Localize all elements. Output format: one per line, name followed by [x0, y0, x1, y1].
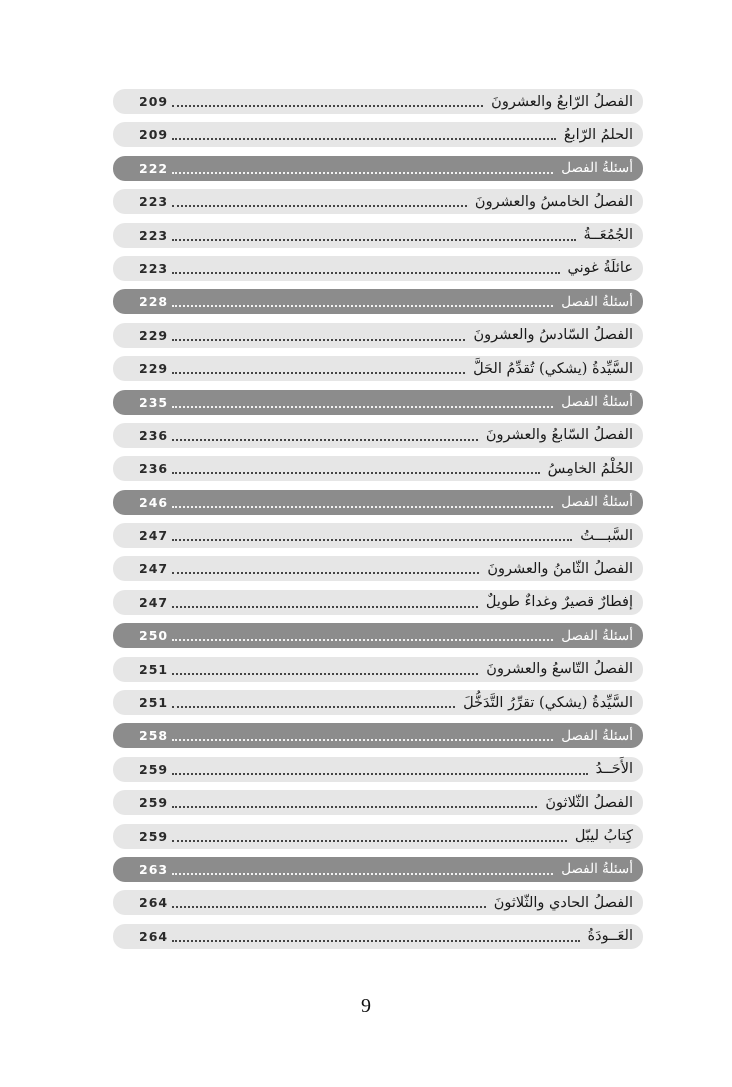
toc-row	[113, 590, 643, 615]
dot-leader	[172, 538, 572, 541]
dot-leader	[172, 371, 465, 374]
dot-leader	[172, 238, 575, 241]
toc-entry-title: عائلَةُ غوني	[567, 260, 633, 277]
toc-entry-page: 264	[139, 895, 169, 911]
toc-entry-page: 247	[139, 561, 169, 577]
toc-entry-title: إفطارٌ قصيرٌ وغداءٌ طويلٌ	[485, 594, 633, 611]
toc-row	[113, 89, 643, 114]
toc-entry-page: 247	[139, 594, 169, 610]
toc-entry-title: أسئلةُ الفصل	[561, 861, 633, 878]
toc-entry-page: 209	[139, 127, 169, 143]
dot-leader	[172, 638, 553, 641]
toc-row	[113, 690, 643, 715]
toc-entry-page: 236	[139, 461, 169, 477]
toc-entry-page: 209	[139, 94, 169, 109]
toc-entry-title: الفصلُ الحادي والثّلاثونَ	[493, 894, 633, 911]
dot-leader	[172, 304, 553, 307]
toc-section-row	[113, 623, 643, 648]
toc-entry-page: 229	[139, 361, 169, 377]
toc-entry-title: أسئلةُ الفصل	[561, 160, 633, 177]
toc-entry-page: 236	[139, 427, 169, 443]
dot-leader	[172, 939, 579, 942]
toc-row	[113, 556, 643, 581]
toc-entry-page: 263	[139, 861, 169, 877]
toc-row	[113, 824, 643, 849]
toc-entry-page: 251	[139, 695, 169, 711]
toc-section-row	[113, 490, 643, 515]
toc-entry-title: الحلمُ الرّابعُ	[563, 126, 633, 143]
toc-row	[113, 189, 643, 214]
dot-leader	[172, 405, 553, 408]
toc-entry-title: أسئلةُ الفصل	[561, 727, 633, 744]
toc-entry-page: 259	[139, 828, 169, 844]
dot-leader	[172, 605, 478, 608]
dot-leader	[172, 137, 556, 140]
toc-entry-title: أسئلةُ الفصل	[561, 627, 633, 644]
toc-row	[113, 757, 643, 782]
dot-leader	[172, 505, 553, 508]
dot-leader	[172, 705, 455, 708]
dot-leader	[172, 204, 467, 207]
toc-entry-page: 222	[139, 160, 169, 176]
dot-leader	[172, 271, 559, 274]
dot-leader	[172, 672, 478, 675]
toc-entry-page: 251	[139, 661, 169, 677]
toc-entry-title: الفصلُ الثّامنُ والعشرونَ	[487, 560, 633, 577]
toc-section-row	[113, 723, 643, 748]
toc-row	[113, 356, 643, 381]
toc-entry-title: الأَحَــدُ	[595, 761, 633, 778]
toc-entry-page: 250	[139, 628, 169, 644]
toc-entry-title: السَّيِّدةُ (يشكي) تقرِّرُ التَّدَخُّلَ	[463, 694, 633, 711]
toc-row	[113, 256, 643, 281]
dot-leader	[172, 571, 479, 574]
toc-entry-title: السَّبـــتُ	[580, 527, 633, 544]
toc-entry-title: أسئلةُ الفصل	[561, 293, 633, 310]
toc-row	[113, 790, 643, 815]
toc-row	[113, 223, 643, 248]
toc-entry-title: الفصلُ السّابعُ والعشرونَ	[485, 427, 633, 444]
toc-row	[113, 122, 643, 147]
dot-leader	[172, 905, 486, 908]
toc-row	[113, 423, 643, 448]
toc-entry-title: العَــودَةُ	[587, 928, 633, 945]
toc-entry-title: كِتابُ ليبّل	[574, 828, 633, 845]
toc-entry-page: 235	[139, 394, 169, 410]
toc-row	[113, 924, 643, 949]
table-of-contents	[113, 89, 643, 957]
toc-entry-page: 223	[139, 227, 169, 243]
toc-entry-page: 246	[139, 494, 169, 510]
toc-entry-title: الفصلُ الخامسُ والعشرونَ	[474, 193, 633, 210]
dot-leader	[172, 738, 553, 741]
toc-entry-title: الحُلْمُ الخامِسُ	[547, 460, 633, 477]
dot-leader	[172, 872, 553, 875]
page-number: 9	[361, 995, 371, 1017]
toc-entry-page: 259	[139, 761, 169, 777]
toc-row	[113, 890, 643, 915]
toc-row	[113, 657, 643, 682]
toc-entry-title: الفصلُ التّاسعُ والعشرونَ	[486, 661, 633, 678]
toc-entry-title: أسئلةُ الفصل	[561, 494, 633, 511]
dot-leader	[172, 438, 478, 441]
toc-entry-title: الفصلُ الرّابعُ والعشرونَ	[491, 93, 633, 110]
toc-section-row	[113, 390, 643, 415]
dot-leader	[172, 171, 553, 174]
toc-section-row	[113, 857, 643, 882]
dot-leader	[172, 338, 465, 341]
toc-entry-title: الفصلُ السّادسُ والعشرونَ	[473, 327, 633, 344]
toc-entry-page: 229	[139, 327, 169, 343]
toc-entry-title: أسئلةُ الفصل	[561, 394, 633, 411]
toc-row	[113, 323, 643, 348]
dot-leader	[172, 805, 537, 808]
dot-leader	[172, 772, 588, 775]
toc-entry-page: 223	[139, 260, 169, 276]
dot-leader	[172, 839, 567, 842]
dot-leader	[172, 104, 483, 107]
toc-entry-page: 259	[139, 795, 169, 811]
toc-entry-page: 258	[139, 728, 169, 744]
toc-entry-title: السَّيِّدةُ (يشكي) تُقدِّمُ الحَلَّ	[473, 360, 633, 377]
toc-section-row	[113, 156, 643, 181]
toc-entry-page: 228	[139, 294, 169, 310]
toc-entry-title: الفصلُ الثّلاثونَ	[545, 794, 633, 811]
toc-entry-page: 247	[139, 528, 169, 544]
toc-row	[113, 456, 643, 481]
toc-row	[113, 523, 643, 548]
toc-entry-page: 223	[139, 194, 169, 210]
dot-leader	[172, 471, 540, 474]
toc-entry-page: 264	[139, 928, 169, 944]
toc-entry-title: الجُمُعَــةُ	[583, 227, 633, 244]
toc-section-row	[113, 289, 643, 314]
